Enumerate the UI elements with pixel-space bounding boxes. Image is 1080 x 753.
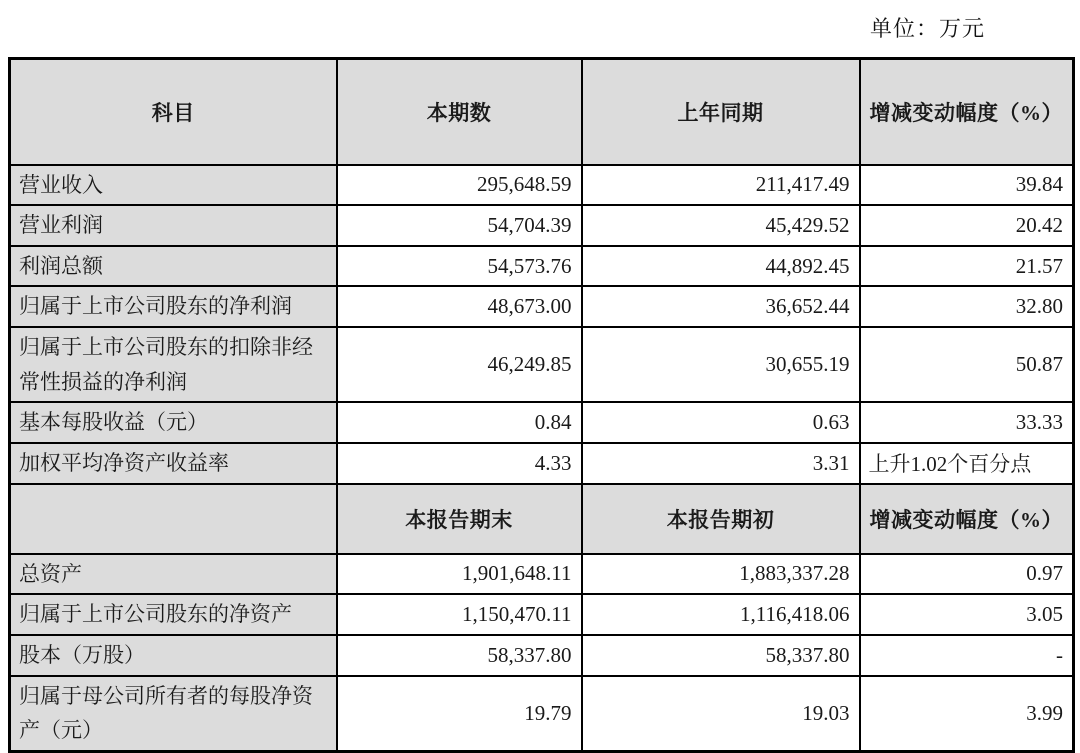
unit-label: 单位：万元 (869, 16, 985, 41)
table-row-share-capital (10, 635, 1074, 676)
header-period-begin: 本报告期初 (582, 484, 860, 554)
prior-value: 44,892.45 (582, 246, 860, 287)
current-value: 48,673.00 (337, 286, 582, 327)
change-value: 21.57 (860, 246, 1074, 287)
prior-value: 1,883,337.28 (582, 554, 860, 595)
prior-value: 58,337.80 (582, 635, 860, 676)
change-value: 3.05 (860, 594, 1074, 635)
current-value: 1,150,470.11 (337, 594, 582, 635)
table-row-net-profit-attributable (10, 286, 1074, 327)
header-change-pct-2: 增减变动幅度（%） (860, 484, 1074, 554)
header-subject: 科目 (10, 59, 337, 165)
prior-value: 30,655.19 (582, 327, 860, 402)
change-value: 50.87 (860, 327, 1074, 402)
row-label: 基本每股收益（元） (10, 402, 337, 443)
table-row-net-assets-per-share (10, 676, 1074, 752)
table-row-basic-eps (10, 402, 1074, 443)
table-header-row-balance (10, 484, 1074, 554)
prior-value: 1,116,418.06 (582, 594, 860, 635)
prior-value: 3.31 (582, 443, 860, 484)
table-row-operating-revenue (10, 165, 1074, 206)
change-value: - (860, 635, 1074, 676)
row-label: 营业收入 (10, 165, 337, 206)
table-row-weighted-avg-roe (10, 443, 1074, 484)
row-label: 加权平均净资产收益率 (10, 443, 337, 484)
current-value: 1,901,648.11 (337, 554, 582, 595)
prior-value: 0.63 (582, 402, 860, 443)
row-label: 归属于上市公司股东的净资产 (10, 594, 337, 635)
header-prior-period: 上年同期 (582, 59, 860, 165)
change-value: 上升1.02个百分点 (860, 443, 1074, 484)
row-label: 营业利润 (10, 205, 337, 246)
current-value: 46,249.85 (337, 327, 582, 402)
current-value: 54,573.76 (337, 246, 582, 287)
header-blank (10, 484, 337, 554)
change-value: 20.42 (860, 205, 1074, 246)
table-row-total-profit (10, 246, 1074, 287)
row-label: 利润总额 (10, 246, 337, 287)
financial-summary-table (8, 57, 1075, 753)
change-value: 33.33 (860, 402, 1074, 443)
prior-value: 45,429.52 (582, 205, 860, 246)
current-value: 58,337.80 (337, 635, 582, 676)
current-value: 0.84 (337, 402, 582, 443)
prior-value: 211,417.49 (582, 165, 860, 206)
header-current-period: 本期数 (337, 59, 582, 165)
row-label: 归属于母公司所有者的每股净资产（元） (10, 676, 337, 752)
row-label: 股本（万股） (10, 635, 337, 676)
current-value: 4.33 (337, 443, 582, 484)
change-value: 32.80 (860, 286, 1074, 327)
table-row-operating-profit (10, 205, 1074, 246)
row-label: 归属于上市公司股东的扣除非经常性损益的净利润 (10, 327, 337, 402)
table-row-total-assets (10, 554, 1074, 595)
prior-value: 36,652.44 (582, 286, 860, 327)
row-label: 归属于上市公司股东的净利润 (10, 286, 337, 327)
row-label: 总资产 (10, 554, 337, 595)
current-value: 19.79 (337, 676, 582, 752)
header-change-pct: 增减变动幅度（%） (860, 59, 1074, 165)
current-value: 54,704.39 (337, 205, 582, 246)
change-value: 39.84 (860, 165, 1074, 206)
table-row-net-assets-attributable (10, 594, 1074, 635)
table-header-row-period (10, 59, 1074, 165)
current-value: 295,648.59 (337, 165, 582, 206)
change-value: 0.97 (860, 554, 1074, 595)
table-row-net-profit-excl-nonrecurring (10, 327, 1074, 402)
change-value: 3.99 (860, 676, 1074, 752)
header-period-end: 本报告期末 (337, 484, 582, 554)
prior-value: 19.03 (582, 676, 860, 752)
